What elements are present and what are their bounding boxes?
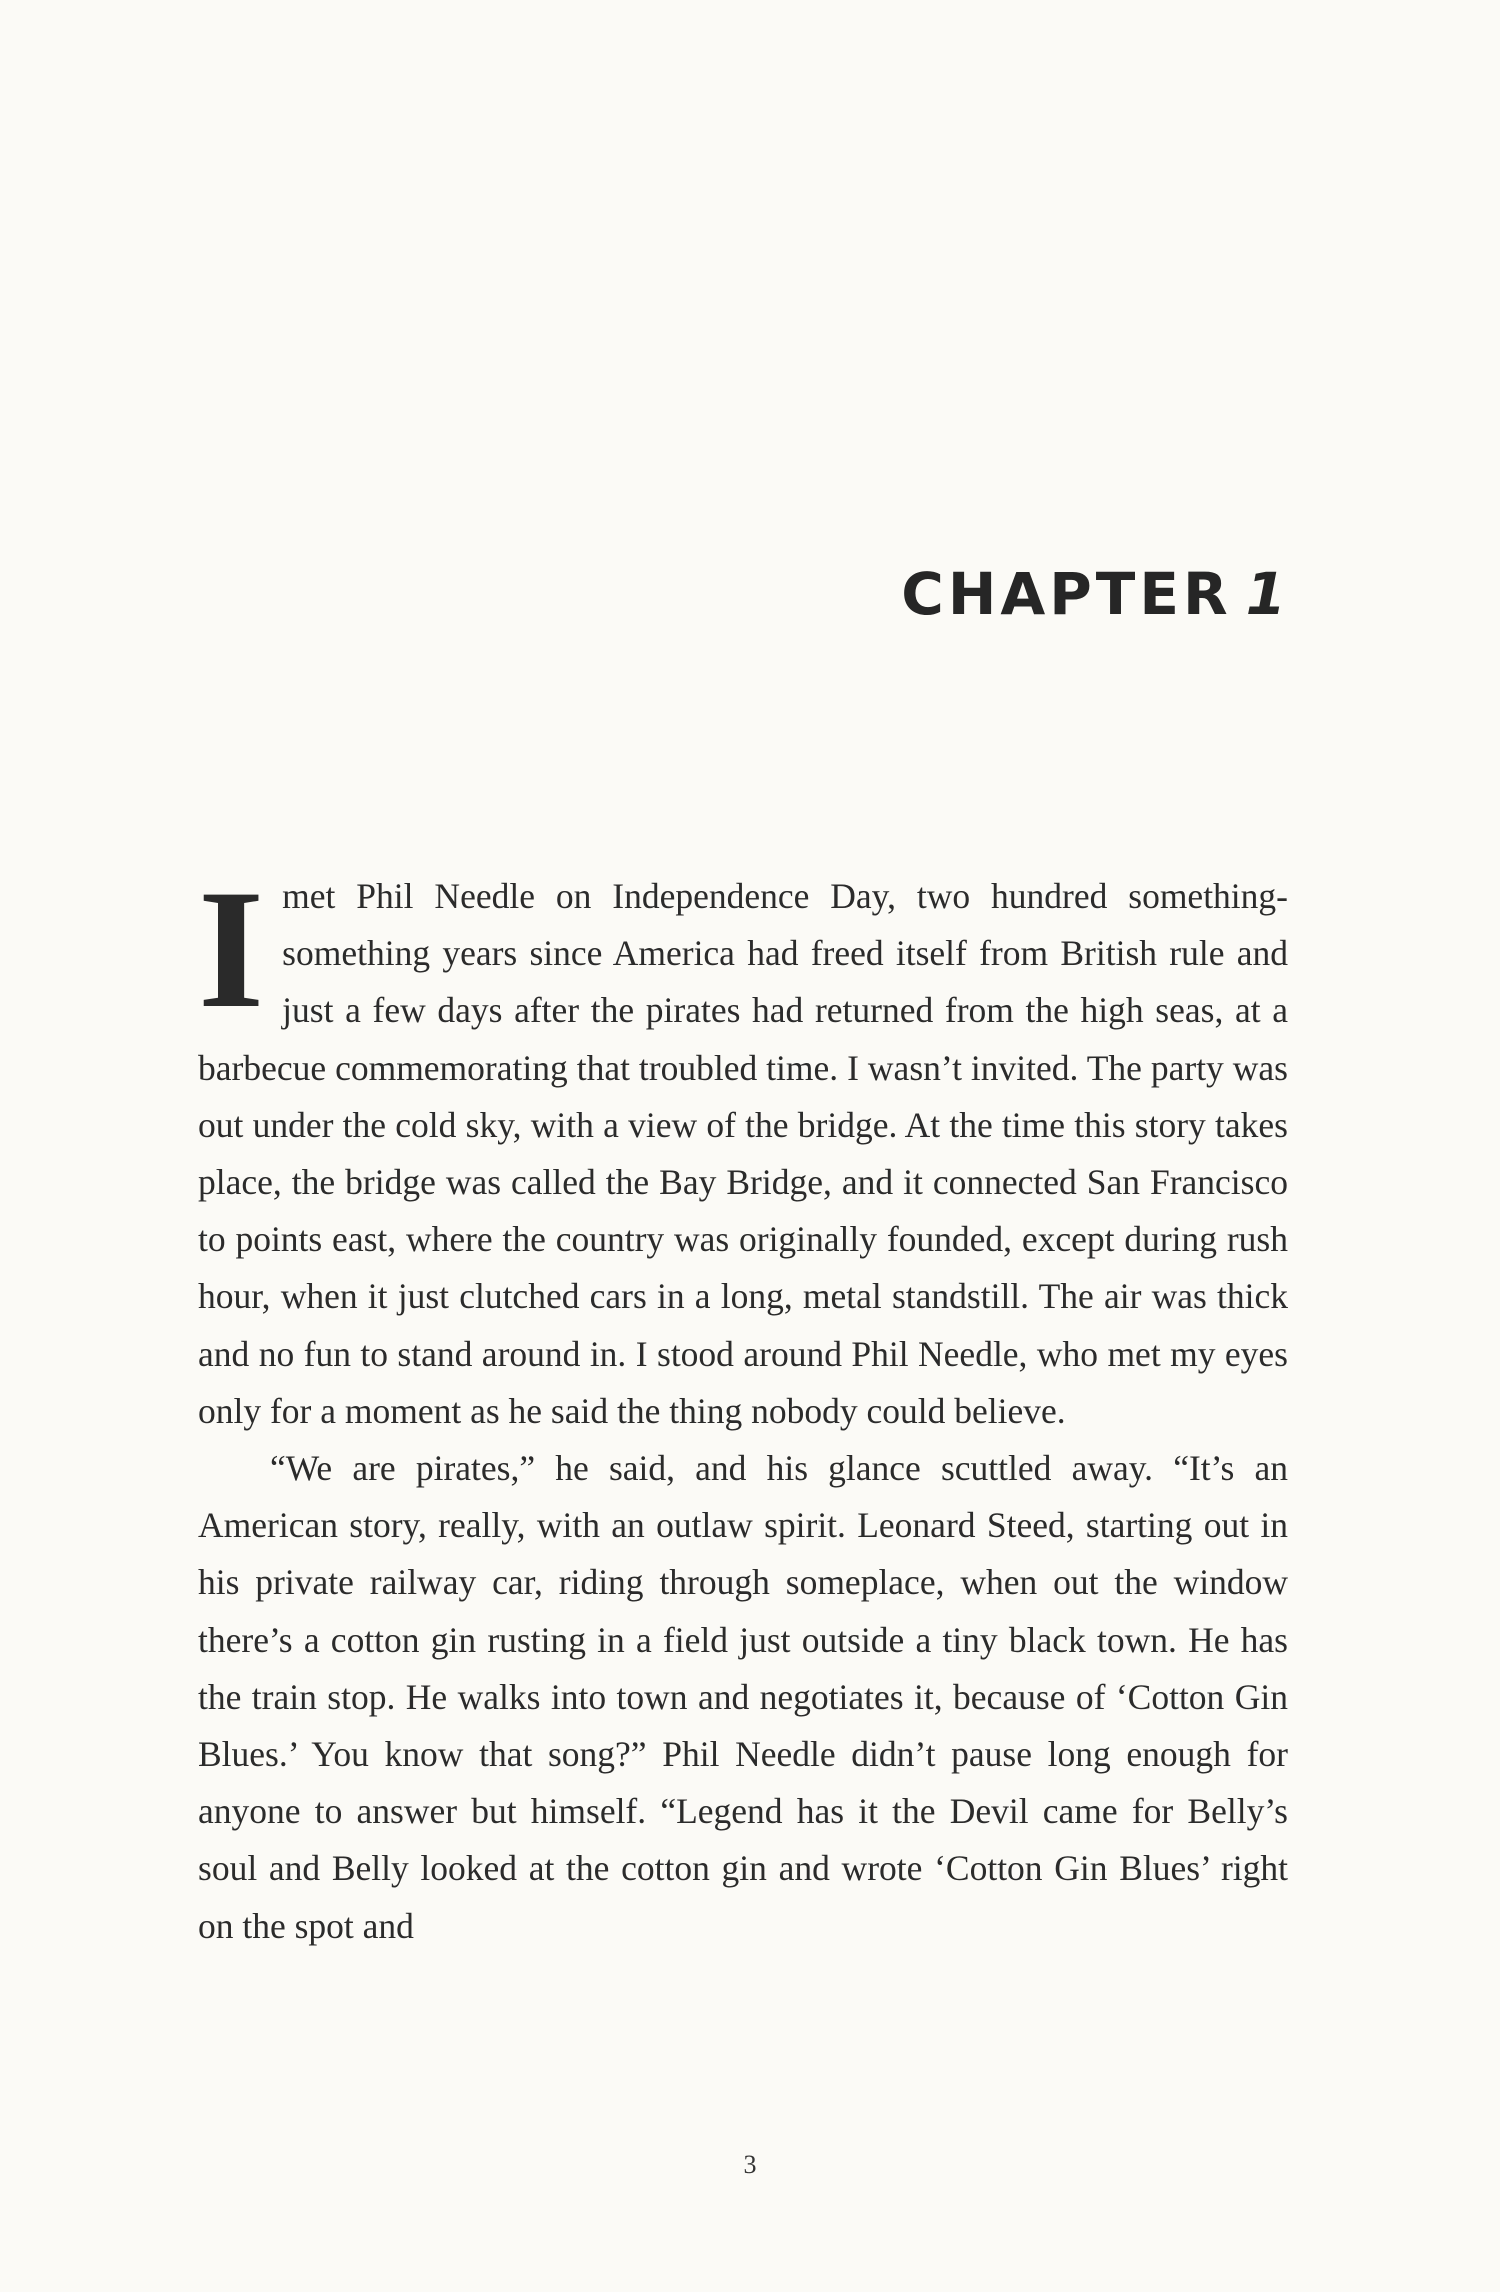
- paragraph-2: “We are pirates,” he said, and his glance scuttled away. “It’s an American story, really, with an outlaw spirit. Leonard Steed, starting out in his private railway car, riding through someplace, when out the window there’s a cotton gin rusting in a field just outside a tiny black town. He has the train stop. He walks into town and negotiates it, because of ‘Cotton Gin Blues.’ You know that song?” Phil Needle didn’t pause long enough for anyone to answer but himself. “Legend has it the Devil came for Belly’s soul and Belly looked at the cotton gin and wrote ‘Cotton Gin Blues’ right on the spot and: [198, 1448, 1288, 1946]
- paragraph-1: [198, 855, 1288, 1440]
- paragraph-1-text: met Phil Needle on Independence Day, two hundred something-something years since America had freed itself from British rule and just a few days after the pirates had returned from the high seas, at a barbecue commemorating that troubled time. I wasn’t invited. The party was out under the cold sky, with a view of the bridge. At the time this story takes place, the bridge was called the Bay Bridge, and it connected San Francisco to points east, where the country was originally founded, except during rush hour, when it just clutched cars in a long, metal standstill. The air was thick and no fun to stand around in. I stood around Phil Needle, who met my eyes only for a moment as he said the thing nobody could believe.: [198, 876, 1288, 1431]
- chapter-number: 1: [1245, 560, 1290, 628]
- chapter-heading: [901, 560, 1290, 628]
- drop-cap: I: [198, 855, 265, 1043]
- chapter-body: [198, 855, 1288, 1955]
- chapter-label: CHAPTER: [901, 560, 1232, 628]
- page-number: 3: [743, 2150, 757, 2179]
